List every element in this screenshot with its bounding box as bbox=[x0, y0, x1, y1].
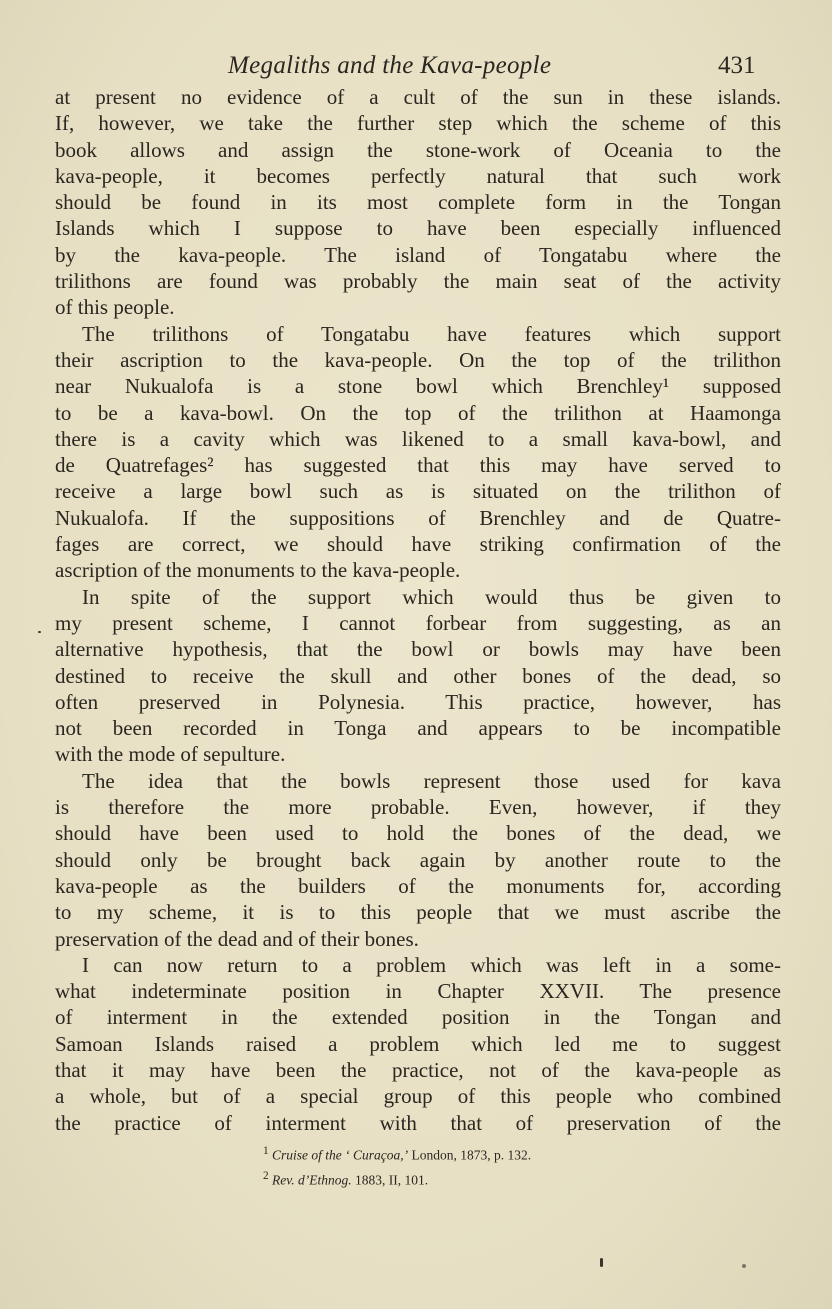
text-line: of interment in the extended position in the Tongan and bbox=[55, 1005, 781, 1030]
text-line: preservation of the dead and of their bones. bbox=[55, 926, 419, 951]
text-line: near Nukualofa is a stone bowl which Brenchley¹ supposed bbox=[55, 374, 781, 399]
text-line: the practice of interment with that of preservation of the bbox=[55, 1110, 781, 1135]
text-line: of this people. bbox=[55, 295, 175, 320]
text-line: to my scheme, it is to this people that we must ascribe the bbox=[55, 900, 781, 925]
text-line: by the kava-people. The island of Tongatabu where the bbox=[55, 242, 781, 267]
footnote bbox=[263, 1141, 531, 1166]
footnote-citation: 1883, II, 101. bbox=[351, 1172, 429, 1187]
text-line: their ascription to the kava-people. On the top of the trilithon bbox=[55, 347, 781, 372]
text-line: destined to receive the skull and other bones of the dead, so bbox=[55, 663, 781, 688]
ink-speck bbox=[742, 1264, 746, 1268]
text-line: my present scheme, I cannot forbear from suggesting, as an bbox=[55, 610, 781, 635]
text-line: is therefore the more probable. Even, however, if they bbox=[55, 795, 781, 820]
text-line: The idea that the bowls represent those used for kava bbox=[82, 768, 781, 793]
footnote-title: Rev. d’Ethnog. bbox=[272, 1172, 352, 1187]
text-line: If, however, we take the further step which the scheme of this bbox=[55, 111, 781, 136]
footnote-citation: London, 1873, p. 132. bbox=[408, 1147, 532, 1163]
footnote-marker: 1 bbox=[263, 1145, 269, 1157]
text-line: In spite of the support which would thus be given to bbox=[82, 584, 781, 609]
footnote-title: Cruise of the ‘ Curaçoa,’ bbox=[272, 1147, 409, 1163]
text-line: a whole, but of a special group of this people who combined bbox=[55, 1084, 781, 1109]
text-line: Samoan Islands raised a problem which led me to suggest bbox=[55, 1031, 781, 1056]
footnote bbox=[263, 1166, 531, 1191]
text-line: should only be brought back again by another route to the bbox=[55, 847, 781, 872]
text-line: often preserved in Polynesia. This practice, however, has bbox=[55, 689, 781, 714]
text-line: what indeterminate position in Chapter XXVII. The presence bbox=[55, 979, 781, 1004]
text-line: to be a kava-bowl. On the top of the trilithon at Haamonga bbox=[55, 400, 781, 425]
text-line: Nukualofa. If the suppositions of Brenchley and de Quatre- bbox=[55, 505, 781, 530]
margin-speck bbox=[38, 631, 41, 633]
text-line: kava-people, it becomes perfectly natural that such work bbox=[55, 163, 781, 188]
text-line: there is a cavity which was likened to a small kava-bowl, and bbox=[55, 426, 781, 451]
text-line: The trilithons of Tongatabu have features which support bbox=[82, 321, 781, 346]
body-text bbox=[55, 84, 781, 1136]
footnotes bbox=[263, 1141, 531, 1190]
text-line: kava-people as the builders of the monuments for, according bbox=[55, 873, 781, 898]
text-line: trilithons are found was probably the main seat of the activity bbox=[55, 269, 781, 294]
text-line: that it may have been the practice, not of the kava-people as bbox=[55, 1057, 781, 1082]
footnote-marker: 2 bbox=[263, 1169, 269, 1182]
text-line: I can now return to a problem which was left in a some- bbox=[82, 952, 781, 977]
text-line: at present no evidence of a cult of the sun in these islands. bbox=[55, 85, 781, 109]
text-line: with the mode of sepulture. bbox=[55, 742, 286, 767]
text-line: should be found in its most complete form in the Tongan bbox=[55, 190, 781, 215]
ink-speck bbox=[600, 1258, 603, 1267]
text-line: alternative hypothesis, that the bowl or bowls may have been bbox=[55, 637, 781, 662]
text-line: fages are correct, we should have striking confirmation of the bbox=[55, 532, 781, 557]
running-head-title: Megaliths and the Kava-people bbox=[228, 52, 552, 79]
running-head bbox=[0, 52, 832, 82]
text-line: receive a large bowl such as is situated on the trilithon of bbox=[55, 479, 781, 504]
text-line: ascription of the monuments to the kava-people. bbox=[55, 558, 461, 583]
text-line: Islands which I suppose to have been especially influenced bbox=[55, 216, 781, 241]
text-line: de Quatrefages² has suggested that this may have served to bbox=[55, 453, 781, 478]
text-line: should have been used to hold the bones of the dead, we bbox=[55, 821, 781, 846]
text-line: not been recorded in Tonga and appears to be incompatible bbox=[55, 716, 781, 741]
page-number: 431 bbox=[718, 52, 756, 79]
text-line: book allows and assign the stone-work of Oceania to the bbox=[55, 137, 781, 162]
